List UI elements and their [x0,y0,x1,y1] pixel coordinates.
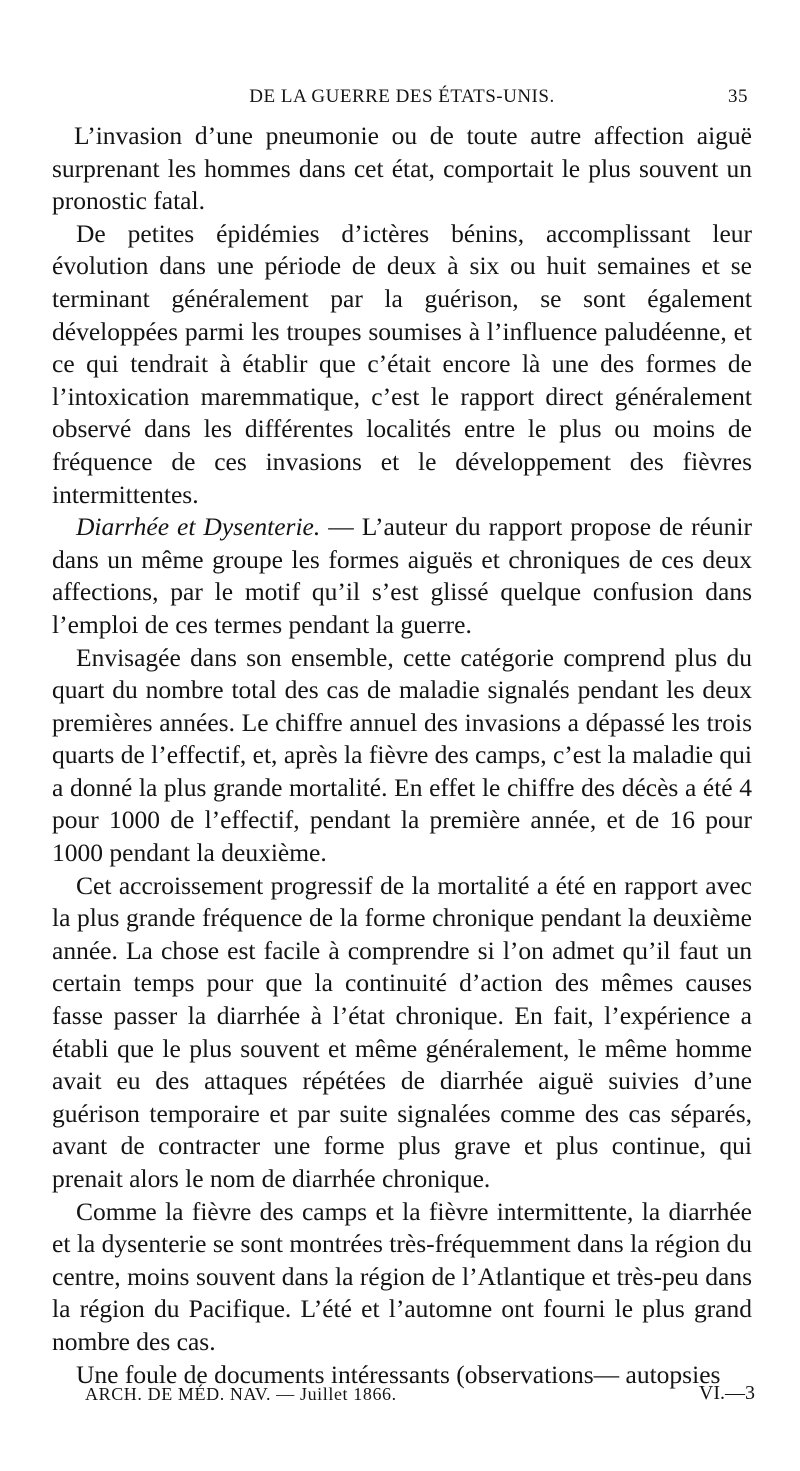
footer-signature: VI.—3 [698,1382,755,1404]
paragraph-text: Cet accroissement progressif de la mortalité a été en rapport avec la plus grande fréquence de la forme chronique pendant la deuxième année. La chose est facile à comprendre si l’on admet qu’il faut un certain temps pour que la continuité d’action des mêmes causes fasse passer la diarrhée à l’état chronique. En fait, l’expérience a établi que le plus souvent et même généralement, le même homme avait eu des attaques répétées de diarrhée aiguë suivies d’une guérison temporaire et par suite signalées comme des cas séparés, avant de contracter une forme plus grave et plus continue, qui prenait alors le nom de diarrhée chronique. [52,870,752,1193]
paragraph-text: L’invasion d’une pneumonie ou de toute autre affection aiguë surprenant les hommes dans cet état, comportait le plus souvent un pronostic fatal. [52,121,752,216]
footer-source: ARCH. DE MÉD. NAV. — Juillet 1866. [85,1384,397,1404]
paragraph-text: De petites épidémies d’ictères bénins, accomplissant leur évolution dans une période de deux à six ou huit semaines et se terminant généralement par la guérison, se sont également développées parmi les troupes soumises à l’influence paludéenne, et ce qui tendrait à établir que c’était encore là une des formes de l’intoxication maremmatique, c’est le rapport direct généralement observé dans les différentes localités entre le plus ou moins de fréquence de ces invasions et le développement des fièvres intermittentes. [52,218,752,509]
section-heading: Diarrhée et Dysenterie. [76,512,321,542]
paragraph-text: — L’auteur du rapport propose de réunir dans un même groupe les formes aiguës et chroniques de ces deux affections, par le motif qu’il s’est glissé quelque confusion dans l’emploi de ces termes pendant la guerre. [52,512,752,639]
running-title: DE LA GUERRE DES ÉTATS-UNIS. [249,86,555,107]
paragraph-5 [52,870,752,1196]
running-head [52,80,752,120]
paragraph-text: Envisagée dans son ensemble, cette catégorie comprend plus du quart du nombre total des cas de maladie signalés pendant les deux premières années. Le chiffre annuel des invasions a dépassé les trois quarts de l’effectif, et, après la fièvre des camps, c’est la maladie qui a donné la plus grande mortalité. En effet le chiffre des décès a été 4 pour 1000 de l’effectif, pendant la première année, et de 16 pour 1000 pendant la deuxième. [52,642,752,868]
paragraph-2 [52,218,752,511]
paragraph-text: Comme la fièvre des camps et la fièvre intermittente, la diarrhée et la dysenterie se sont montrées très-fréquemment dans la région du centre, moins souvent dans la région de l’Atlantique et très-peu dans la région du Pacifique. L’été et l’automne ont fourni le plus grand nombre des cas. [52,1196,752,1356]
page-number: 35 [728,86,748,107]
paragraph-6 [52,1196,752,1359]
paragraph-1 [52,120,752,218]
document-page [52,80,752,1391]
paragraph-text: Une foule de documents intéressants (observations— autopsies [76,1359,721,1389]
body-text [52,120,752,1391]
page-footer [85,1378,755,1414]
paragraph-4 [52,642,752,870]
paragraph-3 [52,511,752,641]
